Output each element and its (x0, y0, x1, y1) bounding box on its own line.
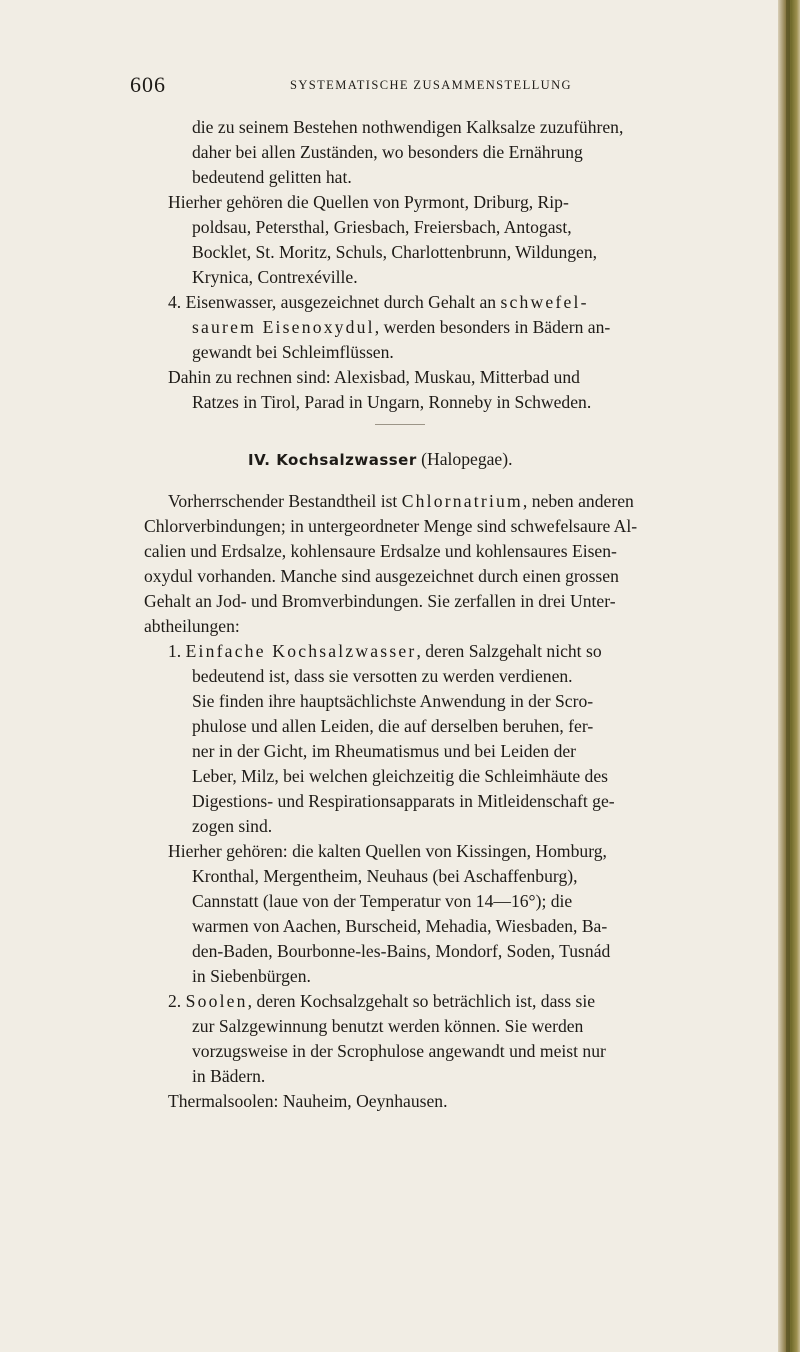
text-run: , deren Salzgehalt nicht so (416, 641, 602, 661)
text-line: Gehalt an Jod- und Bromverbindungen. Sie zerfallen in drei Unter- (144, 591, 616, 611)
spaced-term: saurem Eisenoxydul (192, 317, 375, 337)
text-line: daher bei allen Zuständen, wo besonders die Ernährung (192, 142, 583, 162)
page-header (0, 72, 780, 100)
text-line: den-Baden, Bourbonne-les-Bains, Mondorf, Soden, Tusnád (192, 941, 611, 961)
text-line: zogen sind. (192, 816, 273, 836)
text-line: bedeutend gelitten hat. (192, 167, 352, 187)
text-run: 1. (168, 641, 186, 661)
section-divider (375, 424, 425, 425)
text-run: , neben anderen (522, 491, 634, 511)
text-run: Vorherrschender Bestandtheil ist (168, 491, 402, 511)
text-line: Dahin zu rechnen sind: Alexisbad, Muskau, Mitterbad und (168, 367, 580, 387)
text-line: Hierher gehören: die kalten Quellen von Kissingen, Homburg, (168, 841, 607, 861)
text-line: Sie finden ihre hauptsächlichste Anwendung in der Scro- (192, 691, 594, 711)
text-line (168, 490, 634, 512)
section-heading (248, 448, 513, 471)
text-run: 4. Eisenwasser, ausgezeichnet durch Gehalt an (168, 292, 501, 312)
running-title: SYSTEMATISCHE ZUSAMMENSTELLUNG (290, 78, 572, 92)
spaced-term: Soolen (185, 991, 248, 1011)
text-line (168, 291, 589, 313)
text-run: , deren Kochsalzgehalt so beträchlich ist, dass sie (247, 991, 596, 1011)
text-line: abtheilungen: (144, 616, 240, 636)
text-line: warmen von Aachen, Burscheid, Mehadia, Wiesbaden, Ba- (192, 916, 608, 936)
text-line: vorzugsweise in der Scrophulose angewandt und meist nur (192, 1041, 606, 1061)
text-line (168, 990, 595, 1012)
spaced-term: schwefel- (500, 292, 589, 312)
text-line: Cannstatt (laue von der Temperatur von 14—16°); die (192, 891, 573, 911)
text-line: zur Salzgewinnung benutzt werden können. Sie werden (192, 1016, 584, 1036)
text-line: die zu seinem Bestehen nothwendigen Kalksalze zuzuführen, (192, 117, 624, 137)
text-line: Chlorverbindungen; in untergeordneter Menge sind schwefelsaure Al- (144, 516, 638, 536)
text-line: Hierher gehören die Quellen von Pyrmont, Driburg, Rip- (168, 192, 569, 212)
spaced-term: Einfache Kochsalzwasser (185, 641, 417, 661)
text-line: gewandt bei Schleimflüssen. (192, 342, 394, 362)
text-line: Ratzes in Tirol, Parad in Ungarn, Ronneby in Schweden. (192, 392, 592, 412)
text-line: in Bädern. (192, 1066, 266, 1086)
text-line: Krynica, Contrexéville. (192, 267, 358, 287)
text-line: Kronthal, Mergentheim, Neuhaus (bei Aschaffenburg), (192, 866, 578, 886)
text-line: Leber, Milz, bei welchen gleichzeitig die Schleimhäute des (192, 766, 609, 786)
text-line: phulose und allen Leiden, die auf derselben beruhen, fer- (192, 716, 594, 736)
page-edge (778, 0, 800, 1352)
text-line: Digestions- und Respirationsapparats in Mitleidenschaft ge- (192, 791, 615, 811)
section-number: IV. (248, 451, 277, 469)
text-run: , werden besonders in Bädern an- (374, 317, 611, 337)
text-run: 2. (168, 991, 186, 1011)
text-line: ner in der Gicht, im Rheumatismus und bei Leiden der (192, 741, 577, 761)
text-line: Thermalsoolen: Nauheim, Oeynhausen. (168, 1091, 448, 1111)
spaced-term: Chlornatrium (401, 491, 523, 511)
text-line: oxydul vorhanden. Manche sind ausgezeichnet durch einen grossen (144, 566, 619, 586)
text-line: bedeutend ist, dass sie versotten zu werden verdienen. (192, 666, 573, 686)
text-line: poldsau, Petersthal, Griesbach, Freiersbach, Antogast, (192, 217, 572, 237)
text-line (192, 316, 610, 338)
section-subtitle: (Halopegae). (416, 449, 513, 469)
text-line: in Siebenbürgen. (192, 966, 311, 986)
text-line: calien und Erdsalze, kohlensaure Erdsalze und kohlensaures Eisen- (144, 541, 617, 561)
section-title: Kochsalzwasser (276, 451, 417, 469)
text-line (168, 640, 602, 662)
text-line: Bocklet, St. Moritz, Schuls, Charlottenbrunn, Wildungen, (192, 242, 598, 262)
page-number: 606 (130, 72, 166, 97)
